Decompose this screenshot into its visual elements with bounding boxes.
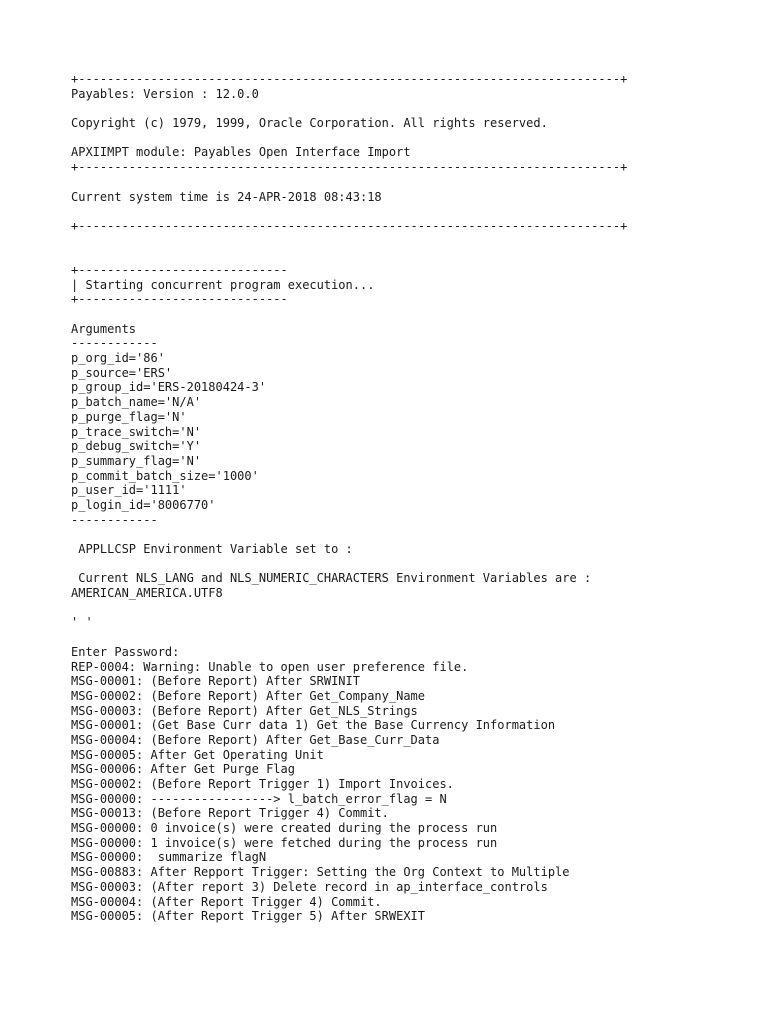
log-line: Current NLS_LANG and NLS_NUMERIC_CHARACTERS Environment Variables are : (71, 571, 592, 586)
log-line: APXIIMPT module: Payables Open Interface Import (71, 145, 411, 160)
log-line (71, 601, 627, 616)
log-line: p_org_id='86' (71, 351, 165, 366)
log-line: +----------------------------- (71, 292, 288, 307)
log-line: ------------ (71, 336, 158, 351)
log-line: MSG-00000: 1 invoice(s) were fetched during the process run (71, 835, 498, 850)
log-line: MSG-00004: (Before Report) After Get_Base_Curr_Data (71, 732, 440, 747)
log-line: p_purge_flag='N' (71, 409, 187, 424)
log-line: Copyright (c) 1979, 1999, Oracle Corporation. All rights reserved. (71, 116, 548, 131)
log-line: MSG-00000: -----------------> l_batch_error_flag = N (71, 791, 447, 806)
log-line: ------------ (71, 512, 158, 527)
log-line: +---------------------------------------------------------------------------+ (71, 160, 628, 175)
log-line: Payables: Version : 12.0.0 (71, 86, 259, 101)
log-line: MSG-00001: (Before Report) After SRWINIT (71, 674, 360, 689)
log-line: p_summary_flag='N' (71, 453, 202, 468)
log-line (71, 527, 627, 542)
log-line: MSG-00883: After Repport Trigger: Setting the Org Context to Multiple (71, 865, 570, 880)
log-line (71, 101, 627, 116)
log-line: p_debug_switch='Y' (71, 439, 202, 454)
log-line (71, 131, 627, 146)
log-line: +----------------------------- (71, 262, 288, 277)
log-line (71, 630, 627, 645)
log-line (71, 557, 627, 572)
log-line: p_user_id='1111' (71, 483, 187, 498)
log-line: REP-0004: Warning: Unable to open user preference file. (71, 659, 469, 674)
log-line: MSG-00000: summarize flagN (71, 850, 267, 865)
log-line: AMERICAN_AMERICA.UTF8 (71, 586, 223, 601)
log-line: p_trace_switch='N' (71, 424, 202, 439)
log-line: MSG-00003: (After report 3) Delete record in ap_interface_controls (71, 879, 548, 894)
log-line: p_source='ERS' (71, 365, 173, 380)
concurrent-request-log (71, 72, 627, 924)
log-line: ' ' (71, 615, 93, 630)
log-line (71, 248, 627, 263)
log-line: MSG-00005: After Get Operating Unit (71, 747, 324, 762)
log-line (71, 307, 627, 322)
log-line: Arguments (71, 321, 137, 336)
log-line: Enter Password: (71, 644, 180, 659)
log-line: +---------------------------------------------------------------------------+ (71, 72, 628, 86)
log-line: p_commit_batch_size='1000' (71, 468, 259, 483)
log-line: p_group_id='ERS-20180424-3' (71, 380, 267, 395)
log-line: p_batch_name='N/A' (71, 395, 202, 410)
log-line: MSG-00013: (Before Report Trigger 4) Commit. (71, 806, 389, 821)
log-line (71, 175, 627, 190)
log-line: Current system time is 24-APR-2018 08:43:18 (71, 189, 382, 204)
log-line: MSG-00005: (After Report Trigger 5) After SRWEXIT (71, 909, 426, 924)
log-line: +---------------------------------------------------------------------------+ (71, 218, 628, 233)
log-line: MSG-00002: (Before Report) After Get_Company_Name (71, 688, 426, 703)
log-line: APPLLCSP Environment Variable set to : (71, 542, 353, 556)
log-line (71, 234, 627, 249)
log-line: MSG-00003: (Before Report) After Get_NLS_Strings (71, 703, 418, 718)
log-line: MSG-00006: After Get Purge Flag (71, 762, 295, 777)
log-line: MSG-00004: (After Report Trigger 4) Commit. (71, 894, 382, 909)
log-line: p_login_id='8006770' (71, 497, 216, 512)
log-line (71, 204, 627, 219)
log-line: MSG-00001: (Get Base Curr data 1) Get the Base Currency Information (71, 718, 556, 733)
log-line: MSG-00002: (Before Report Trigger 1) Import Invoices. (71, 777, 454, 791)
log-line: | Starting concurrent program execution... (71, 277, 375, 292)
log-line: MSG-00000: 0 invoice(s) were created during the process run (71, 821, 498, 836)
